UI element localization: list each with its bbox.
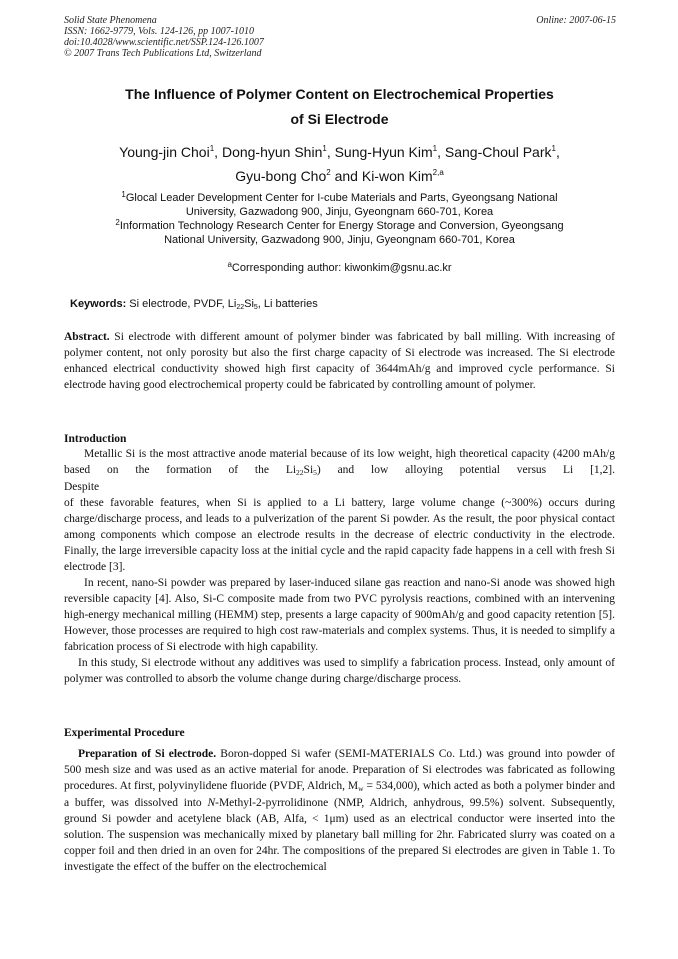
keywords-text: Si bbox=[244, 298, 254, 310]
introduction-heading: Introduction bbox=[64, 433, 127, 445]
corresponding-sup: a bbox=[227, 260, 232, 269]
affiliation-1 bbox=[64, 191, 615, 205]
introduction-body bbox=[64, 446, 615, 687]
experimental-heading: Experimental Procedure bbox=[64, 727, 185, 739]
abstract-text: Si electrode with different amount of polymer binder was fabricated by ball milling. With increasing of polymer content, not only porosity but also the first charge capacity of Si electrode was increased. The Si electrode enhanced electrical conductivity showed high first capacity of 3644mAh/g and improved cycle performance. Si electrode having good electrochemical property could be fabricated by controlling amount of polymer. bbox=[64, 331, 615, 391]
keywords bbox=[70, 297, 621, 313]
experimental-body bbox=[64, 746, 615, 875]
doi-line: doi:10.4028/www.scientific.net/SSP.124-126.1007 bbox=[64, 37, 264, 48]
issn-line: ISSN: 1662-9779, Vols. 124-126, pp 1007-1010 bbox=[64, 26, 254, 37]
author-sup: 2,a bbox=[432, 168, 444, 177]
intro-sub: 22 bbox=[296, 468, 304, 477]
exp-sub: w bbox=[358, 784, 364, 793]
author-sup: 2 bbox=[326, 168, 331, 177]
keywords-label: Keywords: bbox=[70, 298, 127, 310]
author-sup: 1 bbox=[432, 144, 438, 153]
intro-text: Si bbox=[303, 464, 314, 476]
author-sep: , bbox=[326, 144, 335, 160]
author-line-1 bbox=[64, 140, 615, 164]
affiliation-sup: 2 bbox=[115, 218, 120, 227]
copyright-line: © 2007 Trans Tech Publications Ltd, Switzerland bbox=[64, 48, 262, 59]
intro-paragraph-1-cont: of these favorable features, when Si is applied to a Li battery, large volume change (~300%) occurs during charge/discharge process, and leads to a pulverization of the parent Si powder. As the result, the poor physical contact among components which compose an electrode results in the decrease of electric conductivity in the electrode. Finally, the large irreversible capacity loss at the initial cycle and the rapid capacity fade happens in a cell with fresh Si electrode [3]. bbox=[64, 497, 615, 573]
intro-paragraph-2: In recent, nano-Si powder was prepared by laser-induced silane gas reaction and nano-Si anode was showed high reversible capacity [4]. Also, Si-C composite made from two PVC pyrolysis reactions, combined with an intervening high-energy mechanical milling (HEMM) step, presents a large capacity of 900mAh/g and good capacity retention [5]. However, those processes are required to high cost raw-materials and complex systems. Thus, it is needed to simplify a fabrication process of Si electrode with high capability. bbox=[64, 577, 615, 653]
affiliation-sup: 1 bbox=[121, 190, 126, 199]
corresponding-author bbox=[64, 261, 615, 275]
affiliation-1-cont: University, Gazwadong 900, Jinju, Gyeongnam 660-701, Korea bbox=[185, 206, 494, 218]
online-date: Online: 2007-06-15 bbox=[536, 15, 616, 26]
keywords-text: Si electrode, PVDF, Li bbox=[126, 298, 237, 310]
affiliation-2-cont: National University, Gazwadong 900, Jinju, Gyeongnam 660-701, Korea bbox=[164, 234, 515, 246]
affiliation-text: Glocal Leader Development Center for I-cube Materials and Parts, Gyeongsang National bbox=[125, 192, 558, 204]
exp-italic: N bbox=[207, 797, 216, 809]
author-name: Sang-Choul Park bbox=[444, 144, 552, 160]
preparation-subheading: Preparation of Si electrode. bbox=[78, 748, 217, 760]
affiliation-text: Information Technology Research Center for Energy Storage and Conversion, Gyeongsang bbox=[119, 220, 564, 232]
journal-header bbox=[64, 15, 394, 59]
title-line-1: The Influence of Polymer Content on Electrochemical Properties bbox=[125, 86, 554, 102]
corresponding-email: Corresponding author: kiwonkim@gsnu.ac.kr bbox=[231, 262, 452, 274]
abstract-label: Abstract. bbox=[64, 331, 110, 343]
author-sep: , bbox=[437, 144, 445, 160]
author-sep: , bbox=[214, 144, 222, 160]
abstract bbox=[64, 329, 615, 393]
author-name: Young-jin Choi bbox=[119, 144, 210, 160]
author-name: Dong-hyun Shin bbox=[221, 144, 323, 160]
author-sep: , bbox=[555, 144, 560, 160]
exp-text: -Methyl-2-pyrrolidinone (NMP, Aldrich, anhydrous, 99.5%) solvent. Subsequently, ground Si powder and acetylene black (AB, Alfa, < 1μm) used as an electrical conductor were inserted into the solution. The suspension was mechanically mixed by planetary ball milling for 2hr. Fabricated slurry was coated on a copper foil and then dried in an oven for 24hr. The compositions of the prepared Si electrodes are given in Table 1. To investigate the effect of the buffer on the electrochemical bbox=[64, 797, 616, 873]
intro-despite: Despite bbox=[64, 481, 100, 493]
intro-text: ) and low alloying potential versus Li [1,2]. bbox=[316, 464, 615, 476]
paper-title bbox=[64, 82, 615, 132]
author-sup: 1 bbox=[551, 144, 556, 153]
author-sep: and bbox=[330, 168, 362, 184]
intro-paragraph-1 bbox=[64, 446, 615, 479]
author-sup: 1 bbox=[209, 144, 215, 153]
author-name: Ki-won Kim bbox=[361, 168, 433, 184]
journal-name: Solid State Phenomena bbox=[64, 15, 157, 26]
exp-text: Boron-dopped Si wafer (SEMI-MATERIALS Co. Ltd.) was ground into powder of 500 mesh size and was used as an active material for anode. Preparation of Si electrodes was fabricated as following procedures. At first, polyvinylidene fluoride (PVDF, Aldrich, M bbox=[64, 748, 615, 792]
affiliations bbox=[64, 191, 615, 247]
intro-text: Metallic Si is the most attractive anode material because of its low weight, high theoretical capacity (4200 mAh/g based on the formation of the Li bbox=[64, 448, 615, 476]
author-name: Sung-Hyun Kim bbox=[334, 144, 433, 160]
keywords-sub: 5 bbox=[253, 304, 258, 311]
experimental-paragraph-1 bbox=[64, 746, 615, 875]
intro-sub: 5 bbox=[313, 468, 317, 477]
title-line-2: of Si Electrode bbox=[290, 111, 389, 127]
exp-text: = 534,000), which acted as both a polymer binder and a buffer, was dissolved into bbox=[64, 780, 615, 809]
author-sup: 1 bbox=[322, 144, 327, 153]
author-list bbox=[64, 140, 615, 188]
author-name: Gyu-bong Cho bbox=[235, 168, 327, 184]
keywords-sub: 22 bbox=[236, 304, 245, 311]
author-line-2 bbox=[64, 164, 615, 188]
affiliation-2 bbox=[64, 219, 615, 233]
keywords-text: , Li batteries bbox=[257, 298, 318, 310]
intro-paragraph-3: In this study, Si electrode without any additives was used to simplify a fabrication process. Instead, only amount of polymer was controlled to absorb the volume change during charge/discharge process. bbox=[64, 657, 615, 685]
